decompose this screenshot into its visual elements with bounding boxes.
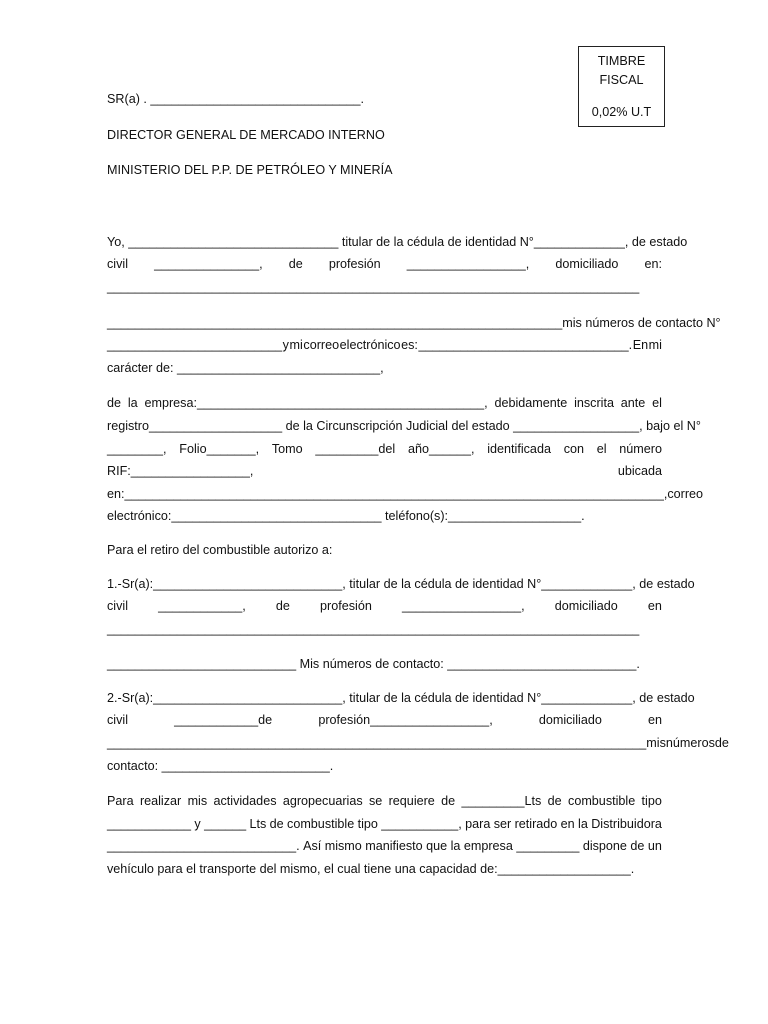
text-segment: Lts [249, 816, 267, 831]
text-segment: ______ [204, 816, 247, 831]
text-segment: mismo [324, 839, 362, 854]
text-segment: 2.-Sr(a):___________________________, titular de la cédula de identidad N°_____________, de estado [107, 690, 695, 705]
p3-line5 [107, 483, 704, 506]
text-segment: el [596, 441, 607, 456]
p2-line2 [107, 334, 662, 357]
text-segment: _________ [516, 839, 580, 854]
text-segment: debidamente [494, 396, 568, 411]
text-segment: tipo [641, 794, 662, 809]
text-segment: manifiesto [365, 839, 423, 854]
p3-line2 [107, 415, 701, 438]
text-segment: _________________, [402, 599, 525, 614]
p1-line3: ____________________________________________________________________________ [107, 279, 640, 294]
text-segment: civil [107, 713, 128, 728]
text-segment: _____________________________________________________________________________mis [107, 736, 666, 751]
text-segment: requiere [388, 794, 435, 809]
text-segment: la [578, 816, 588, 831]
text-segment: domiciliado [538, 713, 602, 728]
stamp-line-fiscal: FISCAL [599, 73, 644, 87]
text-segment: realizar [139, 794, 182, 809]
text-segment: domiciliado [554, 599, 618, 614]
text-segment: combustible [568, 794, 636, 809]
text-segment: número [619, 441, 662, 456]
text-segment: números [665, 736, 715, 751]
text-segment: dispone [582, 839, 627, 854]
text-segment: identificada [487, 441, 551, 456]
p8-line1 [107, 790, 662, 813]
text-segment: _________________________________________________________________mis números de contacto N° [107, 315, 721, 330]
text-segment: es: [401, 338, 418, 353]
text-segment: de [441, 794, 456, 809]
text-segment: ___________, [381, 816, 462, 831]
p5-line3: ____________________________________________________________________________ [107, 621, 640, 636]
text-segment: se [368, 794, 383, 809]
p3-line4 [107, 460, 662, 483]
text-segment: en [560, 816, 575, 831]
p2-line1 [107, 312, 721, 335]
text-segment: año______, [407, 441, 475, 456]
text-segment: en [647, 599, 662, 614]
p2-line3: carácter de: _____________________________, [107, 360, 384, 375]
text-segment: retirado [514, 816, 558, 831]
text-segment: _________del [315, 441, 396, 456]
text-segment: ____________ [107, 816, 192, 831]
text-segment: RIF:_________________, [107, 464, 254, 479]
text-segment: de [107, 396, 122, 411]
text-segment: tipo [357, 816, 378, 831]
text-segment: Tomo [271, 441, 303, 456]
text-segment: profesión_________________, [318, 713, 493, 728]
text-segment: de [547, 794, 562, 809]
text-segment: de [269, 816, 284, 831]
text-segment: un [647, 839, 662, 854]
text-segment: ________, [107, 441, 167, 456]
text-segment: profesión [320, 599, 372, 614]
text-segment: en:_____________________________________________________________________________, [107, 486, 668, 501]
text-segment: el [652, 396, 662, 411]
addressee-ministry: MINISTERIO DEL P.P. DE PETRÓLEO Y MINERÍA [107, 163, 393, 178]
text-segment: de [630, 839, 645, 854]
text-segment: _________________, [406, 257, 530, 272]
text-segment: actividades [213, 794, 277, 809]
p6-line: ___________________________ Mis números de contacto: ___________________________. [107, 657, 640, 672]
text-segment: _______________, [154, 257, 263, 272]
text-segment: domiciliado [555, 257, 619, 272]
text-segment: registro___________________ de la Circunscripción Judicial del estado __________________, bajo el N° [107, 418, 701, 433]
text-segment: _________Lts [461, 794, 542, 809]
text-segment: 1.-Sr(a):___________________________, titular de la cédula de identidad N°_____________, de estado [107, 576, 695, 591]
addressee-director: DIRECTOR GENERAL DE MERCADO INTERNO [107, 127, 385, 142]
p7-line2 [107, 709, 662, 732]
text-segment: En [632, 338, 649, 353]
p7-line3 [107, 732, 729, 755]
text-segment: ______________________________. [418, 338, 633, 353]
text-segment: correo [303, 338, 340, 353]
text-segment: civil [107, 257, 128, 272]
text-segment: Así [303, 839, 322, 854]
p3-line6: electrónico:______________________________ teléfono(s):___________________. [107, 509, 585, 524]
text-segment: y [194, 816, 201, 831]
p8-line3 [107, 835, 662, 858]
p1-line1 [107, 231, 688, 254]
text-segment: Yo, ______________________________ titular de la cédula de identidad N°_____________, de estado [107, 234, 688, 249]
text-segment: ____________, [158, 599, 246, 614]
text-segment: profesión [328, 257, 381, 272]
text-segment: la [127, 396, 138, 411]
text-segment: ____________de [174, 713, 273, 728]
addressee-sr: SR(a) . ______________________________. [107, 92, 365, 106]
p7-line1 [107, 687, 695, 710]
text-segment: la [450, 839, 461, 854]
text-segment: mi [648, 338, 662, 353]
text-segment: inscrita [574, 396, 614, 411]
text-segment: ___________________________. [107, 839, 300, 854]
text-segment: empresa [463, 839, 513, 854]
text-segment: mi [289, 338, 303, 353]
text-segment: empresa:_________________________________________, [144, 396, 488, 411]
text-segment: Para [107, 794, 134, 809]
text-segment: con [563, 441, 584, 456]
text-segment: civil [107, 599, 128, 614]
text-segment: Distribuidora [591, 816, 662, 831]
p1-line2 [107, 253, 662, 276]
text-segment: en [647, 713, 662, 728]
p5-line1 [107, 573, 695, 596]
text-segment: electrónico [339, 338, 401, 353]
text-segment: _________________________ [107, 338, 283, 353]
stamp-line-timbre: TIMBRE [597, 54, 646, 68]
text-segment: Folio_______, [179, 441, 260, 456]
p7-line4: contacto: ________________________. [107, 758, 334, 773]
text-segment: que [426, 839, 448, 854]
text-segment: ubicada [617, 464, 662, 479]
text-segment: de [714, 736, 729, 751]
text-segment: de [275, 599, 290, 614]
text-segment: de [288, 257, 303, 272]
text-segment: agropecuarias [282, 794, 363, 809]
text-segment: ser [493, 816, 512, 831]
p3-line3 [107, 438, 662, 461]
text-segment: combustible [287, 816, 355, 831]
p8-line4: vehículo para el transporte del mismo, el cual tiene una capacidad de:___________________. [107, 862, 635, 877]
p4-line: Para el retiro del combustible autorizo a: [107, 542, 333, 557]
p5-line2 [107, 595, 662, 618]
stamp-line-rate: 0,02% U.T [591, 105, 652, 119]
text-segment: correo [667, 486, 704, 501]
text-segment: para [465, 816, 491, 831]
text-segment: y [282, 338, 289, 353]
p8-line2 [107, 813, 662, 836]
document-body [107, 88, 729, 881]
text-segment: ante [620, 396, 646, 411]
text-segment: mis [187, 794, 208, 809]
text-segment: en: [644, 257, 662, 272]
p3-line1 [107, 392, 662, 415]
